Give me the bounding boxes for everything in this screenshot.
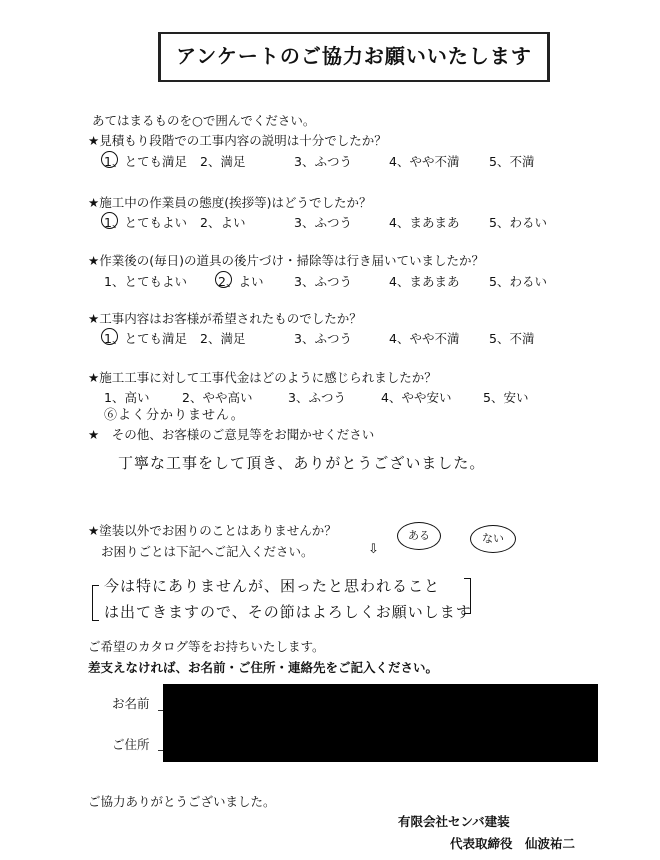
q1-option-4[interactable]: 4、やや不満: [389, 154, 460, 169]
contact-line: 差支えなければ、お名前・ご住所・連絡先をご記入ください。: [88, 660, 439, 675]
trouble-handwritten-line2: は出てきますので、その節はよろしくお願いします: [104, 603, 472, 621]
question-5-text: ★施工工事に対して工事代金はどのように感じられましたか？: [88, 370, 437, 385]
other-trouble-sub: お困りごとは下記へご記入ください。: [101, 544, 314, 559]
other-trouble-question: ★塗装以外でお困りのことはありませんか？: [88, 523, 337, 538]
q1-option-5[interactable]: 5、不満: [489, 154, 535, 169]
question-4-text: ★工事内容はお客様が希望されたものでしたか？: [88, 311, 362, 326]
q3-option-2[interactable]: 2、よい: [218, 274, 264, 289]
page-title: アンケートのご協力お願いいたします: [176, 44, 532, 68]
q3-option-1[interactable]: 1、とてもよい: [104, 274, 187, 289]
catalog-line: ご希望のカタログ等をお持ちいたします。: [88, 639, 325, 654]
opinion-handwritten: 丁寧な工事をして頂き、ありがとうございました。: [118, 454, 486, 472]
q5-option-5[interactable]: 5、安い: [483, 390, 529, 405]
q5-option-1[interactable]: 1、高い: [104, 390, 150, 405]
q1-option-3[interactable]: 3、ふつう: [294, 154, 352, 169]
q3-option-4[interactable]: 4、まあまあ: [389, 274, 460, 289]
q2-option-2[interactable]: 2、よい: [200, 215, 246, 230]
q2-option-5[interactable]: 5、わるい: [489, 215, 547, 230]
q1-selected-circle: [101, 151, 118, 168]
instruction-text: あてはまるものを○で囲んでください。: [92, 113, 316, 128]
q5-option-2[interactable]: 2、やや高い: [182, 390, 253, 405]
name-label: お名前: [112, 696, 150, 711]
yes-option[interactable]: [397, 522, 441, 550]
q4-option-5[interactable]: 5、不満: [489, 331, 535, 346]
no-label: ない: [482, 532, 504, 545]
yes-label: ある: [408, 529, 430, 542]
redacted-contact-block: [163, 684, 598, 762]
opinion-label: ★ その他、お客様のご意見等をお聞かせください: [88, 427, 375, 442]
q4-selected-circle: [101, 328, 118, 345]
down-arrow-icon: ⇩: [368, 542, 379, 557]
q4-option-1[interactable]: 1、とても満足: [104, 331, 187, 346]
q1-option-2[interactable]: 2、満足: [200, 154, 246, 169]
question-1-text: ★見積もり段階での工事内容の説明は十分でしたか？: [88, 133, 387, 148]
q5-option-4[interactable]: 4、やや安い: [381, 390, 452, 405]
q3-option-5[interactable]: 5、わるい: [489, 274, 547, 289]
q4-option-2[interactable]: 2、満足: [200, 331, 246, 346]
representative-name: 代表取締役 仙波祐二: [450, 836, 576, 851]
q2-option-1[interactable]: 1、とてもよい: [104, 215, 187, 230]
q2-selected-circle: [101, 212, 118, 229]
q1-option-1[interactable]: 1、とても満足: [104, 154, 187, 169]
left-bracket: [92, 585, 99, 621]
no-option[interactable]: [470, 525, 516, 553]
company-name: 有限会社センバ建装: [398, 814, 510, 829]
q2-option-4[interactable]: 4、まあまあ: [389, 215, 460, 230]
title-box: [158, 32, 550, 82]
q3-option-3[interactable]: 3、ふつう: [294, 274, 352, 289]
q4-option-4[interactable]: 4、やや不満: [389, 331, 460, 346]
q5-option-3[interactable]: 3、ふつう: [288, 390, 346, 405]
trouble-handwritten-line1: 今は特にありませんが、困ったと思われること: [104, 577, 441, 595]
address-label: ご住所: [112, 737, 150, 752]
question-3-text: ★作業後の(毎日)の道具の後片づけ・掃除等は行き届いていましたか？: [88, 253, 484, 268]
q2-option-3[interactable]: 3、ふつう: [294, 215, 352, 230]
question-2-text: ★施工中の作業員の態度(挨拶等)はどうでしたか？: [88, 195, 372, 210]
q4-option-3[interactable]: 3、ふつう: [294, 331, 352, 346]
q3-selected-circle: [215, 271, 232, 288]
thanks-text: ご協力ありがとうございました。: [88, 794, 276, 809]
price-handwritten-note: ⑥よく分かりません。: [104, 408, 245, 423]
